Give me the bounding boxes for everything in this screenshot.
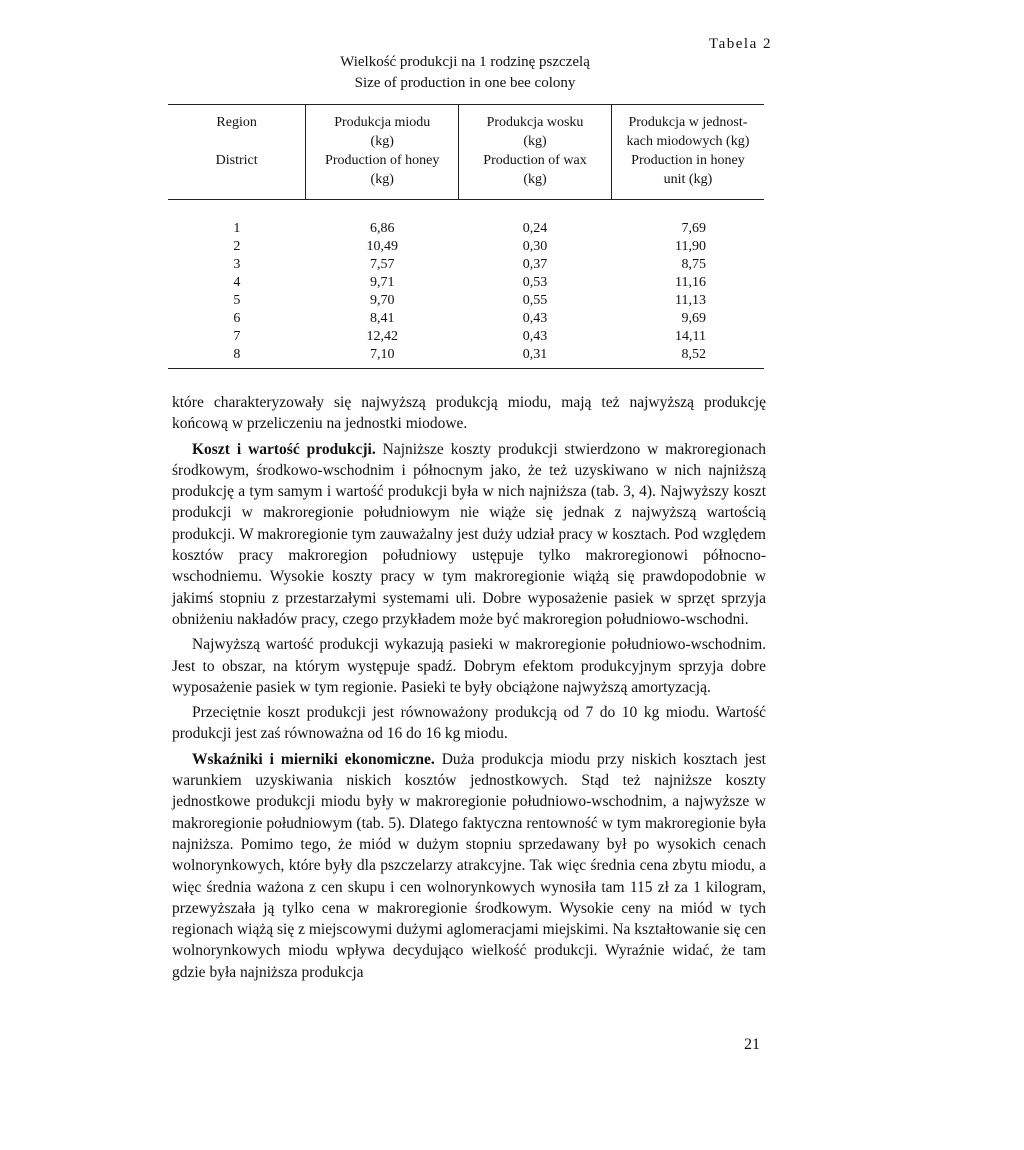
body-text xyxy=(172,392,766,987)
cell-region: 4 xyxy=(233,275,241,290)
cell-region: 6 xyxy=(233,311,241,326)
cell-wax: 0,55 xyxy=(522,293,548,308)
cell-honey: 9,71 xyxy=(369,275,395,290)
cell-honey: 8,41 xyxy=(369,311,395,326)
table-row xyxy=(168,200,764,239)
paragraph xyxy=(172,749,766,983)
page-number: 21 xyxy=(744,1036,760,1053)
cell-wax: 0,31 xyxy=(459,346,612,369)
header-wax-pl2: (kg) xyxy=(523,134,547,149)
table-header-row xyxy=(168,105,764,200)
cell-wax: 0,37 xyxy=(522,257,548,272)
header-honey-pl2: (kg) xyxy=(370,134,394,149)
cell-wax: 0,24 xyxy=(522,221,548,236)
cell-region: 7 xyxy=(233,329,241,344)
paragraph: Najwyższą wartość produkcji wykazują pasieki w makroregionie południowo-wschodnim. Jest to obszar, na którym występuje spadź. Dobrym efektom produkcyjnym sprzyja dobre wyposażenie pasiek w tym regionie. Pasieki te były obciążone najwyższą amortyzacją. xyxy=(172,636,766,696)
cell-unit: 7,69 xyxy=(681,221,706,236)
header-region-pl: Region xyxy=(216,115,257,130)
header-unit-en1: Production in honey xyxy=(631,153,745,168)
cell-unit: 11,90 xyxy=(675,239,706,254)
cell-honey: 7,57 xyxy=(369,257,395,272)
cell-unit: 14,11 xyxy=(675,329,706,344)
cell-unit: 8,75 xyxy=(681,257,706,272)
header-unit-en2: unit (kg) xyxy=(663,172,713,187)
paragraph: które charakteryzowały się najwyższą produkcją miodu, mają też najwyższą produkcję końcową w przeliczeniu na jednostki miodowe. xyxy=(172,394,766,433)
cell-wax: 0,43 xyxy=(522,311,548,326)
header-honey-en2: (kg) xyxy=(370,172,394,187)
table-title-en: Size of production in one bee colony xyxy=(354,75,576,91)
table-row xyxy=(168,238,764,256)
header-wax xyxy=(459,105,612,200)
cell-honey: 6,86 xyxy=(369,221,395,236)
cell-region: 8 xyxy=(168,346,306,369)
header-wax-en2: (kg) xyxy=(523,172,547,187)
production-table xyxy=(168,104,764,369)
header-unit-pl2: kach miodowych (kg) xyxy=(626,134,750,149)
cell-unit: 11,13 xyxy=(675,293,706,308)
header-honey xyxy=(306,105,459,200)
table-label: Tabela 2 xyxy=(708,36,772,52)
cell-honey: 12,42 xyxy=(366,329,398,344)
header-wax-pl1: Produkcja wosku xyxy=(486,115,584,130)
table-row xyxy=(168,310,764,328)
cell-unit: 9,69 xyxy=(681,311,706,326)
table-row xyxy=(168,292,764,310)
table-row xyxy=(168,328,764,346)
header-wax-en1: Production of wax xyxy=(483,153,587,168)
header-unit-pl1: Produkcja w jednost- xyxy=(628,115,748,130)
table-title xyxy=(260,52,670,94)
paragraph xyxy=(172,439,766,631)
paragraph: Przeciętnie koszt produkcji jest równoważony produkcją od 7 do 10 kg miodu. Wartość produkcji jest zaś równoważna od 16 do 16 kg miodu. xyxy=(172,704,766,743)
table-title-pl: Wielkość produkcji na 1 rodzinę pszczelą xyxy=(340,54,590,70)
cell-honey: 10,49 xyxy=(366,239,398,254)
section-heading-cost: Koszt i wartość produkcji. xyxy=(192,440,376,458)
cell-wax: 0,53 xyxy=(522,275,548,290)
header-unit xyxy=(611,105,764,200)
cell-region: 2 xyxy=(233,239,241,254)
header-region xyxy=(168,105,306,200)
cell-region: 1 xyxy=(233,221,241,236)
cell-honey: 9,70 xyxy=(369,293,395,308)
table-row xyxy=(168,346,764,369)
header-honey-en1: Production of honey xyxy=(325,153,440,168)
paragraph-text: Duża produkcja miodu przy niskich kosztach jest warunkiem uzyskiwania niskich kosztów jednostkowych. Stąd też najniższe koszty jednostkowe produkcji miodu były w makroregionie południowo-wschodnim, a najwyższe w makroregionie południowym (tab. 5). Dlatego faktyczna rentowność w tym makroregionie była najniższa. Pomimo tego, że miód w dużym stopniu sprzedawany był po wysokich cenach wolnorynkowych, które były dla pszczelarzy atrakcyjne. Tak więc średnia cena zbytu miodu, a więc średnia ważona z cen skupu i cen wolnorynkowych wynosiła tam 115 zł za 1 kilogram, przewyższała ją tylko cena w makroregionie środkowym. Wysokie ceny na miód w tych regionach wiążą się z miejscowymi dużymi aglomeracjami miejskimi. Na kształtowanie się cen wolnorynkowych miodu wpływa decydująco wielkość produkcji. Wyraźnie widać, że tam gdzie była najniższa produkcja xyxy=(172,750,766,981)
table-row xyxy=(168,274,764,292)
section-heading-indicators: Wskaźniki i mierniki ekonomiczne. xyxy=(192,750,435,768)
paragraph-text: Najniższe koszty produkcji stwierdzono w makroregionach środkowym, środkowo-wschodnim i północnym jako, że też uzyskiwano w nich najniższą produkcję a tym samym i wartość produkcji była w nich najniższa (tab. 3, 4). Najwyższy koszt produkcji w makroregionie południowym nie wiąże się jednak z najwyższą wartością produkcji. W makroregionie tym zauważalny jest duży udział pracy w kosztach. Pod względem kosztów pracy makroregion południowy ustępuje tylko makroregionowi północno-wschodniemu. Wysokie koszty pracy w tym makroregionie wiążą się prawdopodobnie w jakimś stopniu z przestarzałymi systemami uli. Dobre wyposażenie pasiek w sprzęt sprzyja obniżeniu nakładów pracy, czego przykładem może być makroregion południowo-wschodni. xyxy=(172,440,767,628)
header-honey-pl1: Produkcja miodu xyxy=(334,115,431,130)
cell-region: 5 xyxy=(233,293,241,308)
cell-unit: 11,16 xyxy=(675,275,706,290)
cell-wax: 0,43 xyxy=(522,329,548,344)
cell-honey: 7,10 xyxy=(306,346,459,369)
header-region-en: District xyxy=(215,153,258,168)
cell-unit: 8,52 xyxy=(611,346,764,369)
table-row xyxy=(168,256,764,274)
cell-wax: 0,30 xyxy=(522,239,548,254)
cell-region: 3 xyxy=(233,257,241,272)
